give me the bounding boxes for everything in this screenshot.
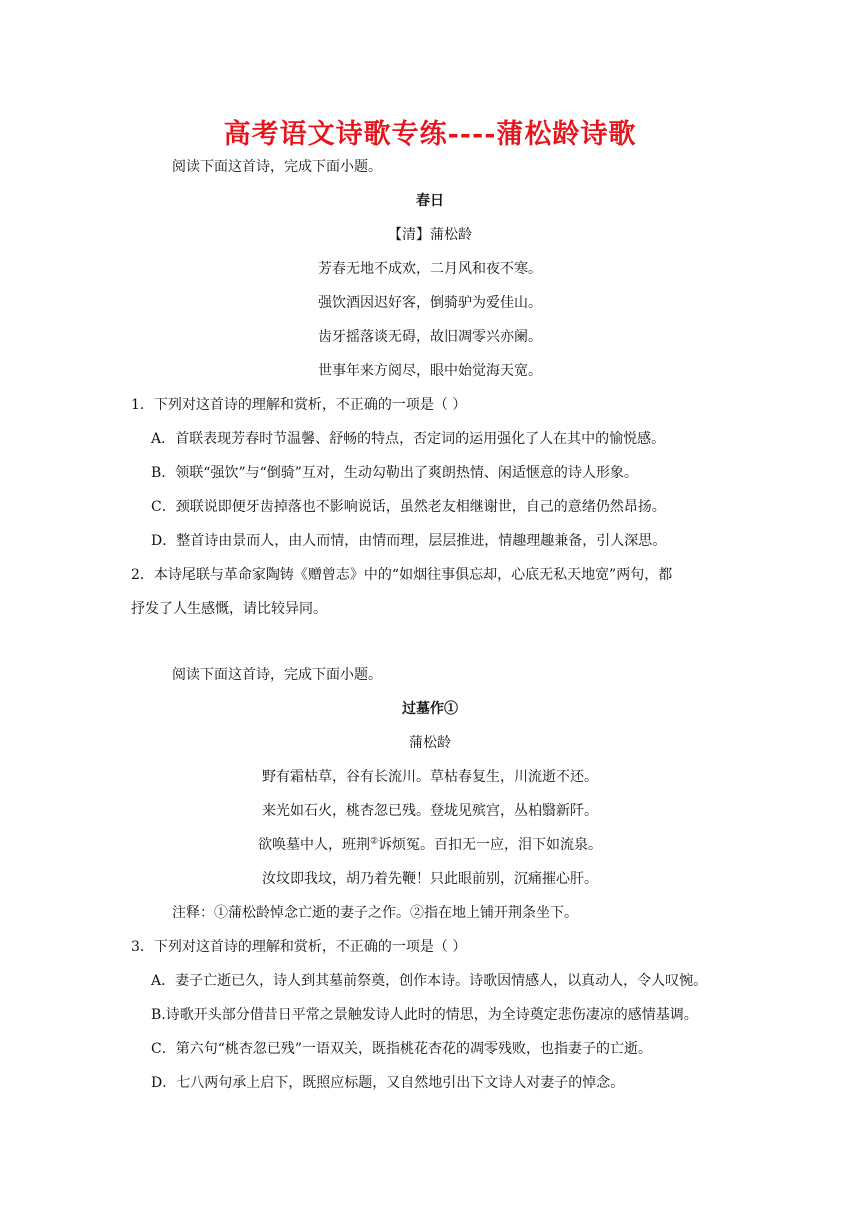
poem-notes: 注释：①蒲松龄悼念亡逝的妻子之作。②指在地上铺开荆条坐下。 <box>172 905 578 921</box>
poem-line: 野有霜枯草，谷有长流川。草枯春复生，川流逝不还。 <box>262 769 598 785</box>
question-2-line-2: 抒发了人生感慨，请比较异同。 <box>131 601 327 617</box>
poem-line-part: 欲唤墓中人，班荆 <box>257 837 370 853</box>
question-1-stem: 1．下列对这首诗的理解和赏析，不正确的一项是（ ） <box>131 397 467 413</box>
poem-line: 齿牙摇落谈无碍，故旧凋零兴亦阑。 <box>318 329 542 345</box>
poem-line: 汝坟即我坟，胡乃着先鞭！只此眼前别，沉痛摧心肝。 <box>262 871 598 887</box>
question-1-option-c: C．颈联说即便牙齿掉落也不影响说话，虽然老友相继谢世，自己的意绪仍然昂扬。 <box>151 499 666 515</box>
reading-instruction: 阅读下面这首诗，完成下面小题。 <box>172 667 382 683</box>
question-3-option-c: C．第六句“桃杏忽已残”一语双关，既指桃花杏花的凋零残败，也指妻子的亡逝。 <box>151 1041 653 1057</box>
poem-line: 世事年来方阅尽，眼中始觉海天宽。 <box>318 363 542 379</box>
poem-line: 来光如石火，桃杏忽已残。登垅见殡宫，丛柏翳新阡。 <box>262 803 598 819</box>
poem-line: 强饮酒因迟好客，倒骑驴为爱佳山。 <box>318 295 542 311</box>
poem-line <box>0 835 860 855</box>
poem-title: 过墓作① <box>402 701 458 717</box>
question-3-option-b: B.诗歌开头部分借昔日平常之景触发诗人此时的情思，为全诗奠定悲伤凄凉的感情基调。 <box>151 1007 698 1023</box>
document-title: 高考语文诗歌专练----蒲松龄诗歌 <box>223 119 637 150</box>
question-1-option-a: A．首联表现芳春时节温馨、舒畅的特点，否定词的运用强化了人在其中的愉悦感。 <box>151 431 666 447</box>
question-2-line-1: 2．本诗尾联与革命家陶铸《赠曾志》中的“如烟往事俱忘却，心底无私天地宽”两句，都 <box>131 567 673 583</box>
question-3-stem: 3．下列对这首诗的理解和赏析，不正确的一项是（ ） <box>131 939 467 955</box>
poem-author: 【清】蒲松龄 <box>388 227 472 243</box>
poem-author: 蒲松龄 <box>409 735 451 751</box>
question-1-option-d: D．整首诗由景而人，由人而情，由情而理，层层推进，情趣理趣兼备，引人深思。 <box>151 533 667 549</box>
question-3-option-a: A．妻子亡逝已久，诗人到其墓前祭奠，创作本诗。诗歌因情感人，以真动人，令人叹惋。 <box>151 973 708 989</box>
reading-instruction: 阅读下面这首诗，完成下面小题。 <box>172 159 382 175</box>
poem-line: 芳春无地不成欢，二月风和夜不寒。 <box>318 261 542 277</box>
footnote-marker: ② <box>369 836 379 847</box>
question-1-option-b: B．领联“强饮”与“倒骑”互对，生动勾勒出了爽朗热情、闲适惬意的诗人形象。 <box>151 465 638 481</box>
poem-title: 春日 <box>416 193 444 209</box>
poem-line-part: 诉烦冤。百扣无一应，泪下如流泉。 <box>378 837 603 853</box>
question-3-option-d: D．七八两句承上启下，既照应标题，又自然地引出下文诗人对妻子的悼念。 <box>151 1075 625 1091</box>
